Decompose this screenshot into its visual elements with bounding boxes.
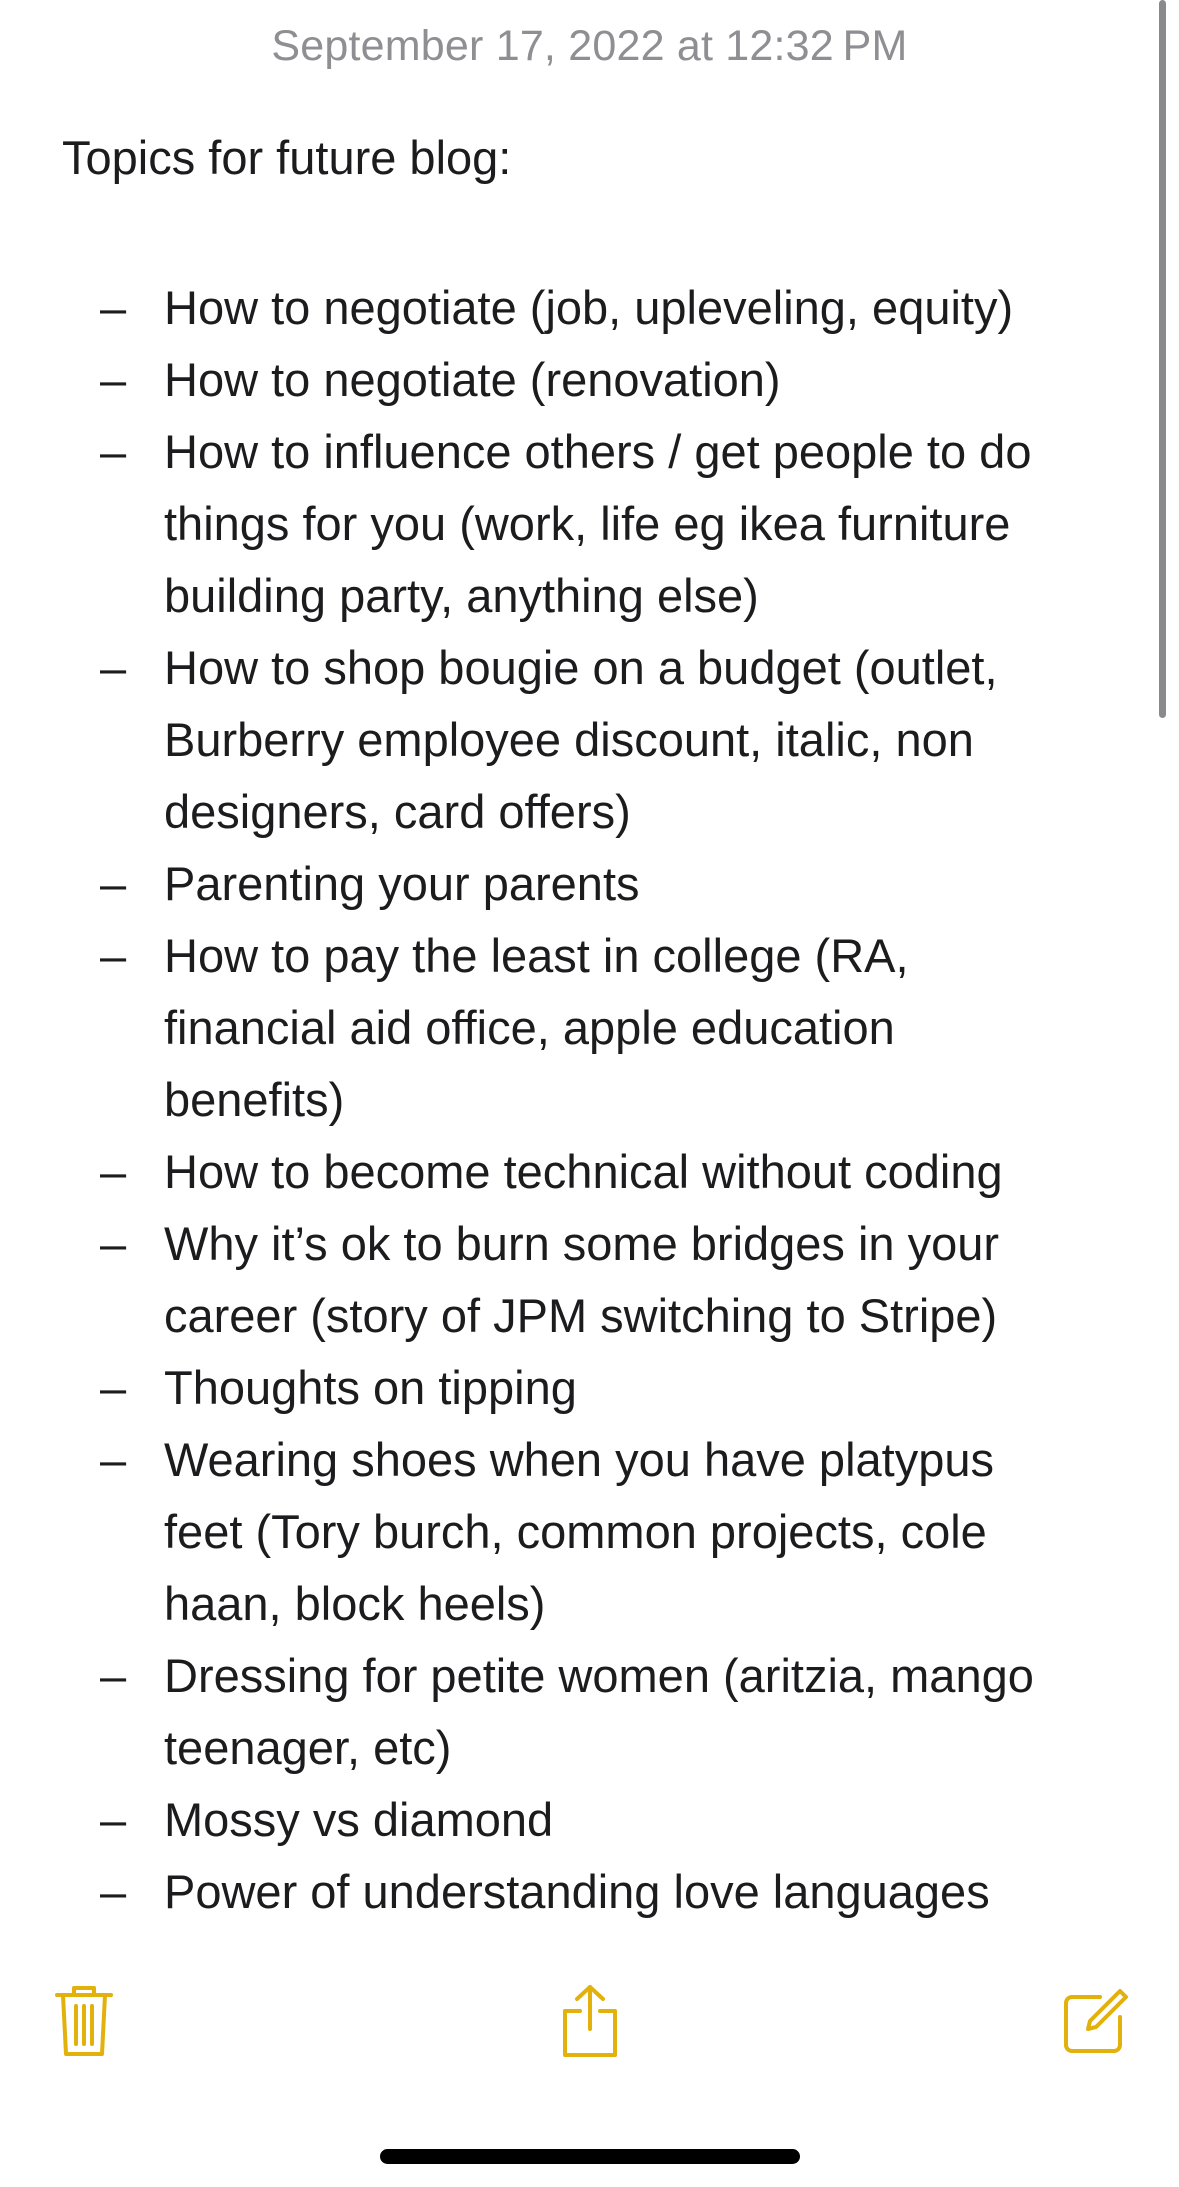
bottom-toolbar: [0, 1976, 1179, 2066]
note-heading: Topics for future blog:: [62, 131, 512, 184]
bullet-dash: –: [100, 1865, 127, 1918]
bullet-dash: –: [100, 281, 127, 334]
bullet-dash: –: [100, 641, 127, 694]
list-item-text: How to negotiate (job, upleveling, equity): [164, 281, 1014, 334]
compose-button[interactable]: [1054, 1976, 1138, 2066]
note-body[interactable]: [62, 128, 1122, 1928]
list-item-text: How to become technical without coding: [164, 1145, 1003, 1198]
trash-icon: [54, 1984, 114, 2058]
list-item-text: Why it’s ok to burn some bridges in your career (story of JPM switching to Stripe): [164, 1217, 1000, 1342]
home-indicator[interactable]: [380, 2149, 800, 2164]
bullet-dash: –: [100, 1145, 127, 1198]
list-item-text: How to shop bougie on a budget (outlet, Burberry employee discount, italic, non designers, card offers): [164, 641, 998, 838]
list-item: [62, 920, 1082, 1136]
list-item: [62, 272, 1082, 344]
bullet-dash: –: [100, 857, 127, 910]
topic-list: [62, 272, 1122, 1928]
list-item: [62, 1784, 1082, 1856]
list-item: [62, 1208, 1082, 1352]
bullet-dash: –: [100, 425, 127, 478]
bullet-dash: –: [100, 353, 127, 406]
list-item: [62, 848, 1082, 920]
share-button[interactable]: [548, 1976, 632, 2066]
note-timestamp: September 17, 2022 at 12:32 PM: [271, 22, 908, 70]
bullet-dash: –: [100, 1793, 127, 1846]
compose-icon: [1062, 1987, 1130, 2055]
list-item-text: Thoughts on tipping: [164, 1361, 577, 1414]
bullet-dash: –: [100, 1649, 127, 1702]
bullet-dash: –: [100, 1361, 127, 1414]
bullet-dash: –: [100, 1433, 127, 1486]
list-item-text: Parenting your parents: [164, 857, 640, 910]
list-item: [62, 1352, 1082, 1424]
delete-button[interactable]: [42, 1976, 126, 2066]
list-item: [62, 1640, 1082, 1784]
list-item: [62, 344, 1082, 416]
list-item-text: Mossy vs diamond: [164, 1793, 554, 1846]
list-item: [62, 632, 1082, 848]
list-item: [62, 1424, 1082, 1640]
list-item: [62, 1136, 1082, 1208]
bullet-dash: –: [100, 1217, 127, 1270]
bullet-dash: –: [100, 929, 127, 982]
share-icon: [559, 1983, 621, 2059]
list-item: [62, 416, 1082, 632]
list-item-text: Dressing for petite women (aritzia, mango teenager, etc): [164, 1649, 1034, 1774]
list-item-text: Power of understanding love languages: [164, 1865, 990, 1918]
list-item: [62, 1856, 1082, 1928]
list-item-text: How to negotiate (renovation): [164, 353, 781, 406]
list-item-text: Wearing shoes when you have platypus feet (Tory burch, common projects, cole haan, block heels): [164, 1433, 994, 1630]
list-item-text: How to pay the least in college (RA, financial aid office, apple education benefits): [164, 929, 909, 1126]
list-item-text: How to influence others / get people to do things for you (work, life eg ikea furniture building party, anything else): [164, 425, 1032, 622]
scrollbar[interactable]: [1159, 0, 1166, 718]
